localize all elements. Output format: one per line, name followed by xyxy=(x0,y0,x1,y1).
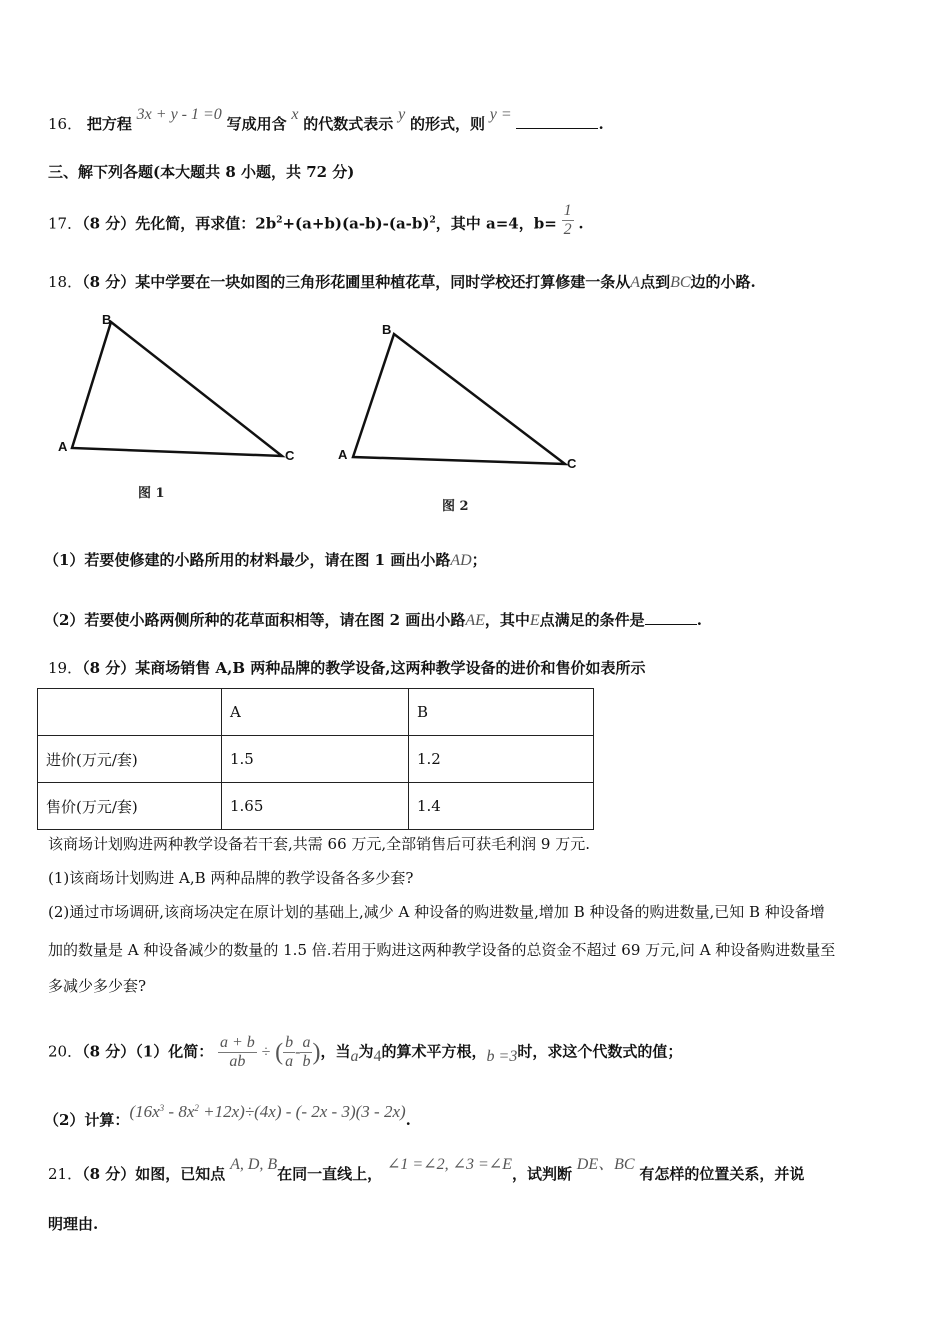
q18-point-e: E xyxy=(529,612,540,629)
q20-fraction-2-num: b xyxy=(285,1034,294,1051)
q20-expr-c: +12x)÷(4x) - (- 2x - 3)(3 - 2x) xyxy=(198,1102,406,1121)
q20-fraction-1 xyxy=(218,1034,257,1071)
q20-part-2-label: （2）计算： xyxy=(44,1111,130,1129)
q18-part-2-end: . xyxy=(696,611,702,629)
table-cell: 1.4 xyxy=(409,783,594,830)
q20-part-1-label: （1）化简： xyxy=(135,1042,214,1061)
triangle-1-shape xyxy=(72,322,282,456)
q17-text-2: +(a+b)(a-b)-(a-b) xyxy=(282,214,430,233)
q20-expr-sup-2: 2 xyxy=(194,1103,199,1113)
q16-number: 16． xyxy=(48,115,83,133)
q16-text-2: 写成用含 xyxy=(226,115,287,133)
q18-score: （8 分） xyxy=(82,273,136,291)
q16-var-x: x xyxy=(291,106,299,123)
q19-score: （8 分） xyxy=(82,659,136,677)
q20-minus: - xyxy=(295,1043,301,1061)
q16-answer-lhs: y = xyxy=(489,106,512,123)
q20-fraction-3-num: a xyxy=(302,1034,311,1051)
q17-number: 17． xyxy=(48,214,83,233)
q21-line-2: 明理由. xyxy=(48,1215,99,1233)
q17-text-1: 先化简，再求值：2b xyxy=(135,214,277,233)
q16-text-1: 把方程 xyxy=(86,115,132,133)
q16-equation: 3x + y - 1 =0 xyxy=(136,106,222,123)
q18-path-ad: AD xyxy=(450,552,472,569)
q20-divide: ÷ xyxy=(261,1043,271,1061)
q18-part-1-end: ； xyxy=(471,551,487,569)
table-header-cell-0 xyxy=(38,689,222,736)
table-header-row xyxy=(38,689,594,736)
q16-text-4: 的形式，则 xyxy=(409,115,485,133)
table-cell: 进价(万元/套) xyxy=(38,736,222,783)
q20-fraction-3 xyxy=(300,1034,312,1071)
q19-part-1: (1)该商场计划购进 A,B 两种品牌的教学设备各多少套? xyxy=(48,869,414,887)
q20-b-value: b =3 xyxy=(486,1047,518,1065)
q18-point-a: A xyxy=(630,274,641,291)
q20-fraction-3-den: b xyxy=(302,1053,311,1070)
q18-part-2-text-3: 点满足的条件是 xyxy=(539,611,645,629)
q20-part-1 xyxy=(48,1034,682,1071)
table-cell: 1.5 xyxy=(222,736,409,783)
q21-text-1: 如图，已知点 xyxy=(135,1165,226,1183)
q18-part-1 xyxy=(44,550,487,571)
triangle-figure-2 xyxy=(330,316,590,516)
q17-fraction-numerator: 1 xyxy=(563,202,572,219)
triangle-2-label-b: B xyxy=(382,322,392,337)
q21-number: 21． xyxy=(48,1165,83,1183)
q20-expr-b: - 8x xyxy=(164,1102,195,1121)
q20-expr-sup-1: 3 xyxy=(159,1103,165,1113)
q16-answer-blank[interactable] xyxy=(516,128,598,129)
section-3-header: 三、解下列各题(本大题共 8 小题，共 72 分) xyxy=(48,163,355,181)
q20-part-2 xyxy=(44,1098,411,1129)
triangle-1-label-b: B xyxy=(102,312,112,327)
q18-number: 18． xyxy=(48,273,83,291)
q20-fraction-2 xyxy=(283,1034,295,1071)
table-header-cell-b: B xyxy=(409,689,594,736)
q16-var-y: y xyxy=(398,106,406,123)
q19-price-table xyxy=(37,688,594,830)
q20-period: . xyxy=(405,1111,411,1129)
q21-text-4: 有怎样的位置关系，并说 xyxy=(639,1165,805,1183)
triangle-figure-1 xyxy=(52,308,312,508)
q20-fraction-1-num: a + b xyxy=(220,1034,255,1051)
q21-score: （8 分） xyxy=(82,1165,136,1183)
q19-text: 某商场销售 A,B 两种品牌的教学设备,这两种教学设备的进价和售价如表所示 xyxy=(135,659,646,677)
q17-sup-2: 2 xyxy=(429,215,436,226)
q20-var-a: a xyxy=(350,1047,359,1065)
q16-line xyxy=(48,106,604,135)
q18-path-ae: AE xyxy=(465,612,485,629)
q20-expr-a: (16x xyxy=(129,1102,160,1121)
q17-line xyxy=(48,202,584,239)
q20-fraction-1-den: ab xyxy=(229,1053,246,1070)
triangle-1-caption: 图 1 xyxy=(138,486,165,501)
q20-paren-open: ( xyxy=(275,1039,284,1066)
q18-part-2-text: （2）若要使小路两侧所种的花草面积相等，请在图 2 画出小路 xyxy=(44,611,466,629)
table-cell: 1.65 xyxy=(222,783,409,830)
q21-text-2: 在同一直线上， xyxy=(277,1165,383,1183)
triangle-2-caption: 图 2 xyxy=(442,499,469,514)
table-row xyxy=(38,736,594,783)
q20-number: 20． xyxy=(48,1042,83,1061)
q16-period: . xyxy=(598,115,604,133)
q20-text-3: 的算术平方根， xyxy=(381,1042,487,1061)
table-cell: 1.2 xyxy=(409,736,594,783)
q19-part-2-line-1: (2)通过市场调研,该商场决定在原计划的基础上,减少 A 种设备的购进数量,增加 B 种设备的购进数量,已知 B 种设备增 xyxy=(48,903,825,921)
q18-text-1: 某中学要在一块如图的三角形花圃里种植花草，同时学校还打算修建一条从 xyxy=(135,273,631,291)
q21-lines: DE、BC xyxy=(576,1156,635,1173)
q21-line xyxy=(48,1156,805,1185)
q18-part-1-text: （1）若要使修建的小路所用的材料最少，请在图 1 画出小路 xyxy=(44,551,451,569)
q19-part-2-line-2: 加的数量是 A 种设备减少的数量的 1.5 倍.若用于购进这两种教学设备的总资金不超过 69 万元,问 A 种设备购进数量至 xyxy=(48,941,836,959)
q18-part-2-blank[interactable] xyxy=(645,624,697,625)
table-cell: 售价(万元/套) xyxy=(38,783,222,830)
triangle-2-shape xyxy=(353,334,565,464)
q20-text-4: 时，求这个代数式的值； xyxy=(517,1042,683,1061)
triangle-2-label-c: C xyxy=(567,456,577,471)
q21-points: A, D, B xyxy=(230,1156,278,1173)
q20-text-1: ，当 xyxy=(320,1042,351,1061)
q18-part-2 xyxy=(44,610,702,631)
q17-sup-1: 2 xyxy=(276,215,283,226)
table-header-cell-a: A xyxy=(222,689,409,736)
q18-side-bc: BC xyxy=(670,274,691,291)
q19-condition: 该商场计划购进两种教学设备若干套,共需 66 万元,全部销售后可获毛利润 9 万元. xyxy=(48,835,591,853)
q19-number: 19． xyxy=(48,659,83,677)
q17-fraction xyxy=(562,202,574,239)
q20-four: 4 xyxy=(373,1047,382,1065)
table-row xyxy=(38,783,594,830)
q20-paren-close: ) xyxy=(312,1039,321,1066)
q17-text-3: ，其中 a=4，b= xyxy=(435,214,557,233)
q21-text-3: ，试判断 xyxy=(511,1165,572,1183)
q18-text-3: 边的小路. xyxy=(690,273,756,291)
q20-score: （8 分） xyxy=(82,1042,136,1061)
q16-text-3: 的代数式表示 xyxy=(303,115,394,133)
triangle-2-label-a: A xyxy=(338,447,348,462)
triangle-1-label-a: A xyxy=(58,439,68,454)
q20-text-2: 为 xyxy=(358,1042,374,1061)
q18-line xyxy=(48,272,756,293)
q17-period: . xyxy=(578,214,584,233)
q19-part-2-line-3: 多减少多少套? xyxy=(48,977,147,995)
q18-text-2: 点到 xyxy=(640,273,671,291)
q18-part-2-text-2: ，其中 xyxy=(484,611,530,629)
triangle-1-label-c: C xyxy=(285,448,295,463)
q19-line xyxy=(48,658,645,678)
q17-fraction-denominator: 2 xyxy=(563,221,572,238)
q20-fraction-2-den: a xyxy=(285,1053,294,1070)
q17-score: （8 分） xyxy=(82,214,136,233)
q21-angles: ∠1 =∠2, ∠3 =∠E xyxy=(386,1156,512,1173)
